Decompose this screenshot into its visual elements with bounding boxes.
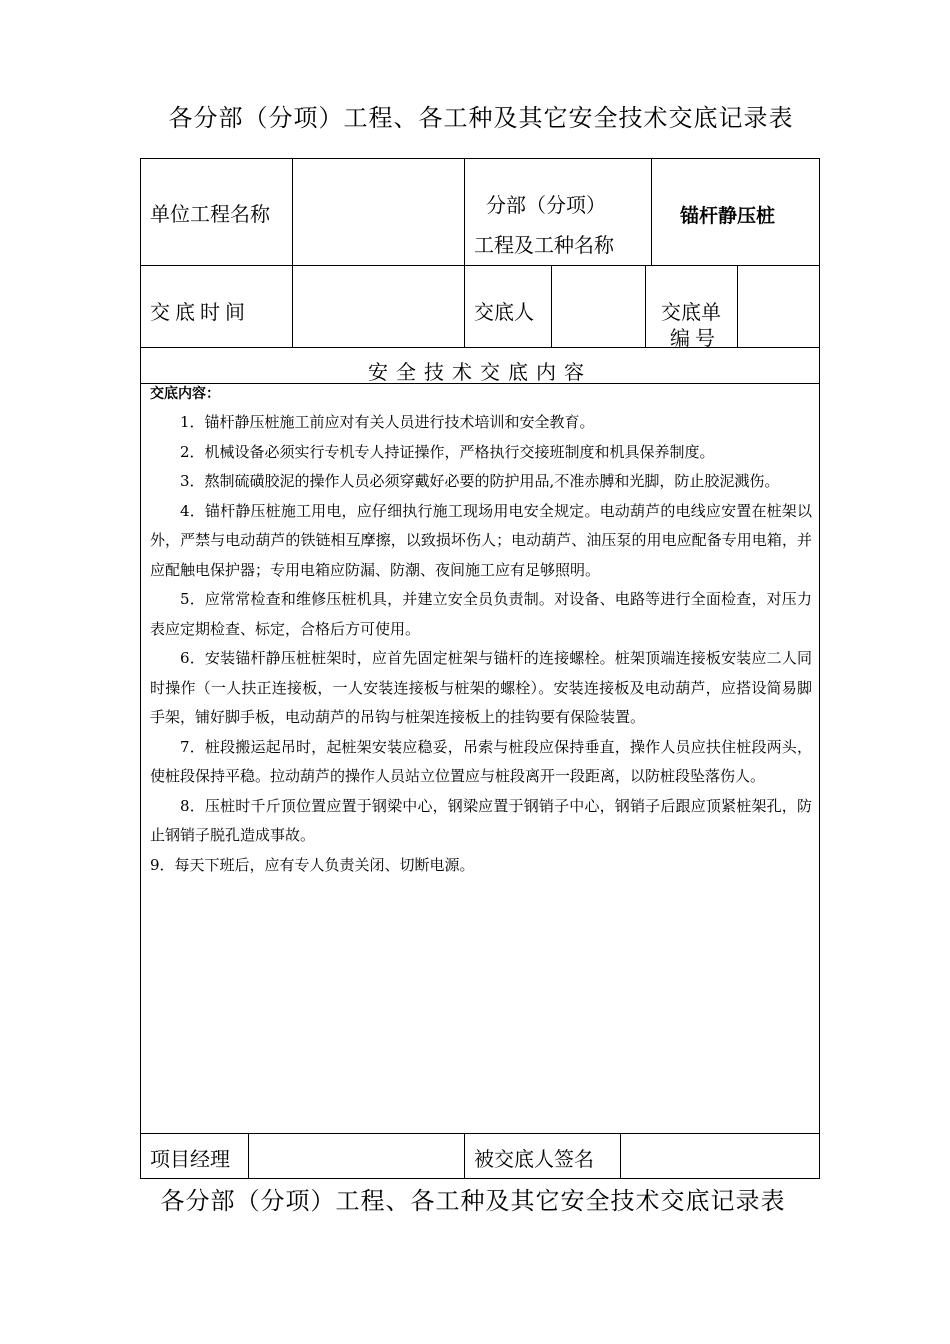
time-label: 交底时间 [150, 300, 250, 324]
number-label-line2: 编号 [670, 326, 720, 350]
col-divider [737, 265, 738, 348]
col-divider [464, 158, 465, 348]
subproject-value: 锚杆静压桩 [680, 205, 776, 227]
section-title: 安全技术交底内容 [368, 360, 592, 384]
col-divider [248, 1133, 249, 1179]
col-divider [651, 158, 652, 266]
briefing-item: 9．每天下班后，应有专人负责关闭、切断电源。 [150, 855, 475, 874]
col-divider [292, 158, 293, 348]
briefing-content [150, 384, 812, 880]
briefing-item: 3．熬制硫磺胶泥的操作人员必须穿戴好必要的防护用品,不准赤膊和光脚，防止胶泥溅伤。 [180, 472, 780, 490]
briefing-item: 7．桩段搬运起吊时，起桩架安装应稳妥，吊索与桩段应保持垂直，操作人员应扶住桩段两头，使桩段保持平稳。拉动葫芦的操作人员站立位置应与桩段离开一段距离，以防桩段坠落伤人。 [150, 737, 812, 785]
col-divider [645, 265, 646, 348]
subproject-label-line1: 分部（分项） [486, 193, 606, 217]
subproject-label-line2: 工程及工种名称 [474, 233, 614, 257]
project-manager-label: 项目经理 [150, 1147, 230, 1171]
briefing-item: 6．安装锚杆静压桩桩架时，应首先固定桩架与锚杆的连接螺栓。桩架顶端连接板安装应二人同时操作（一人扶正连接板，一人安装连接板与桩架的螺栓）。安装连接板及电动葫芦，应搭设简易脚手架，铺好脚手板，电动葫芦的吊钩与桩架连接板上的挂钩要有保险装置。 [150, 649, 812, 726]
col-divider [620, 1133, 621, 1179]
number-label-line1: 交底单 [661, 300, 721, 324]
signee-label: 被交底人签名 [474, 1147, 594, 1171]
briefing-item: 5．应常常检查和维修压桩机具，并建立安全员负责制。对设备、电路等进行全面检查，对压力表应定期检查、标定，合格后方可使用。 [150, 590, 812, 638]
row-divider [140, 265, 820, 266]
document-title: 各分部（分项）工程、各工种及其它安全技术交底记录表 [168, 104, 794, 132]
row-divider [140, 1133, 820, 1134]
presenter-label: 交底人 [474, 300, 534, 324]
briefing-item: 4．锚杆静压桩施工用电，应仔细执行施工现场用电安全规定。电动葫芦的电线应安置在桩架以外，严禁与电动葫芦的铁链相互摩擦，以致损坏伤人；电动葫芦、油压泵的用电应配备专用电箱，并应配触电保护器；专用电箱应防漏、防潮、夜间施工应有足够照明。 [150, 501, 812, 579]
col-divider [464, 1133, 465, 1179]
briefing-item: 2．机械设备必须实行专机专人持证操作，严格执行交接班制度和机具保养制度。 [180, 442, 715, 461]
document-title-repeat: 各分部（分项）工程、各工种及其它安全技术交底记录表 [160, 1187, 786, 1215]
col-divider [551, 265, 552, 348]
briefing-item: 1．锚杆静压桩施工前应对有关人员进行技术培训和安全教育。 [180, 413, 595, 431]
briefing-item: 8．压桩时千斤顶位置应置于钢梁中心，钢梁应置于钢销子中心，钢销子后跟应顶紧桩架孔，防止钢销子脱孔造成事故。 [150, 796, 812, 844]
content-heading: 交底内容： [150, 386, 220, 402]
unit-project-label: 单位工程名称 [150, 202, 270, 226]
